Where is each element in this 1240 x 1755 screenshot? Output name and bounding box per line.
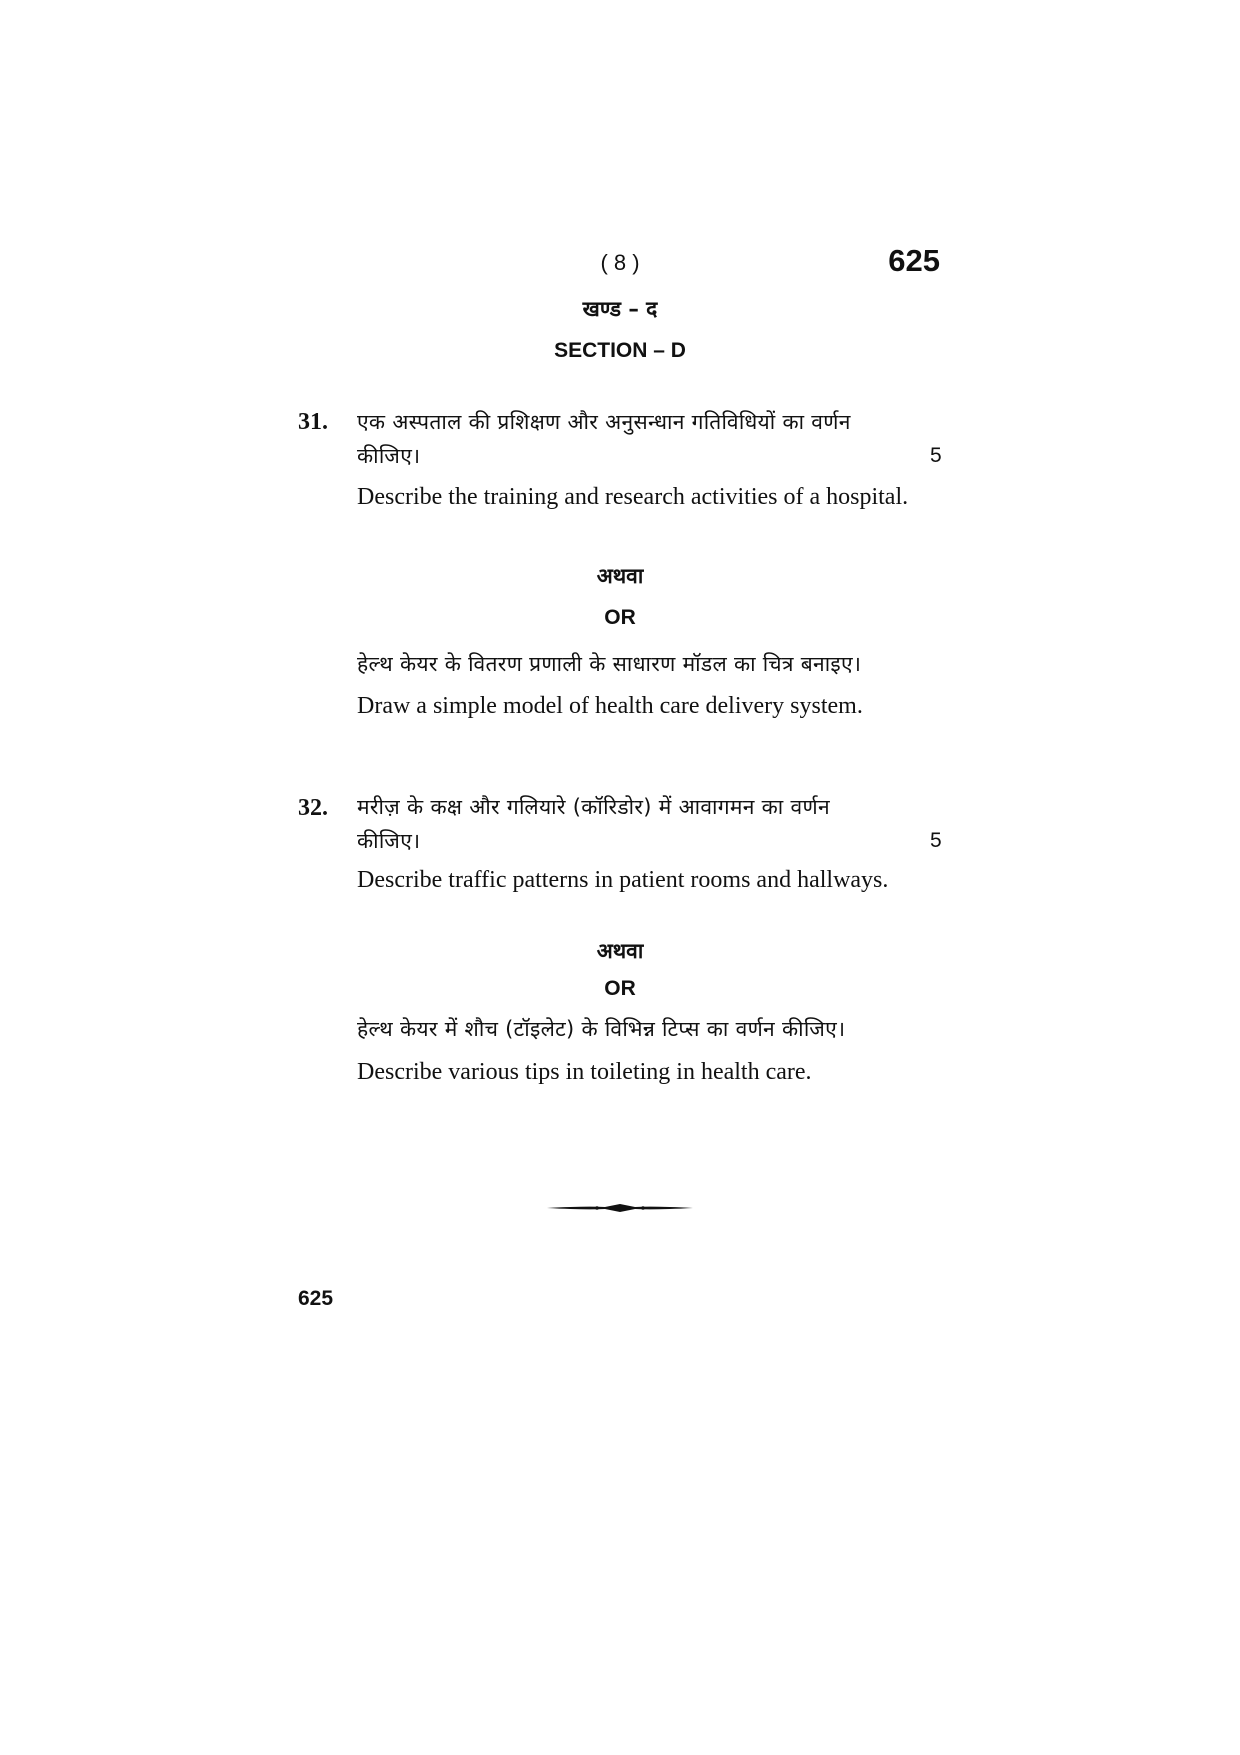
- question-hindi-line: [357, 824, 942, 858]
- or-label-hindi: अथवा: [596, 564, 644, 588]
- page-number: ( 8 ): [600, 250, 640, 275]
- question-hindi-line: मरीज़ के कक्ष और गलियारे (कॉरिडोर) में आवागमन का वर्णन: [357, 795, 830, 819]
- question-number: 32.: [298, 795, 328, 821]
- question-text-hindi: [357, 790, 942, 858]
- question-hindi-line: एक अस्पताल की प्रशिक्षण और अनुसन्धान गतिविधियों का वर्णन: [357, 410, 851, 434]
- question-text-hindi: [357, 405, 942, 473]
- section-title-hindi: खण्ड – द: [582, 297, 658, 321]
- question-text-english: Describe traffic patterns in patient rooms and hallways.: [357, 867, 889, 893]
- alternative-question-english: Describe various tips in toileting in health care.: [357, 1059, 812, 1085]
- alternative-question-hindi: हेल्थ केयर के वितरण प्रणाली के साधारण मॉडल का चित्र बनाइए।: [357, 652, 862, 676]
- end-ornament-divider: [545, 1200, 695, 1216]
- question-hindi-line-end: कीजिए।: [357, 829, 421, 853]
- or-label-english: OR: [604, 606, 636, 629]
- question-hindi-line: [357, 439, 942, 473]
- or-label-english: OR: [604, 977, 636, 1000]
- section-title-english: SECTION – D: [554, 339, 686, 362]
- paper-code-header: 625: [888, 243, 940, 278]
- question-text-english: Describe the training and research activities of a hospital.: [357, 484, 909, 510]
- marks: 5: [930, 444, 942, 467]
- or-label-hindi: अथवा: [596, 939, 644, 963]
- alternative-question-hindi: हेल्थ केयर में शौच (टॉइलेट) के विभिन्न टिप्स का वर्णन कीजिए।: [357, 1017, 846, 1041]
- question-number: 31.: [298, 409, 328, 435]
- question-hindi-line-end: कीजिए।: [357, 444, 421, 468]
- paper-code-footer: 625: [298, 1287, 334, 1310]
- marks: 5: [930, 829, 942, 852]
- alternative-question-english: Draw a simple model of health care delivery system.: [357, 693, 863, 719]
